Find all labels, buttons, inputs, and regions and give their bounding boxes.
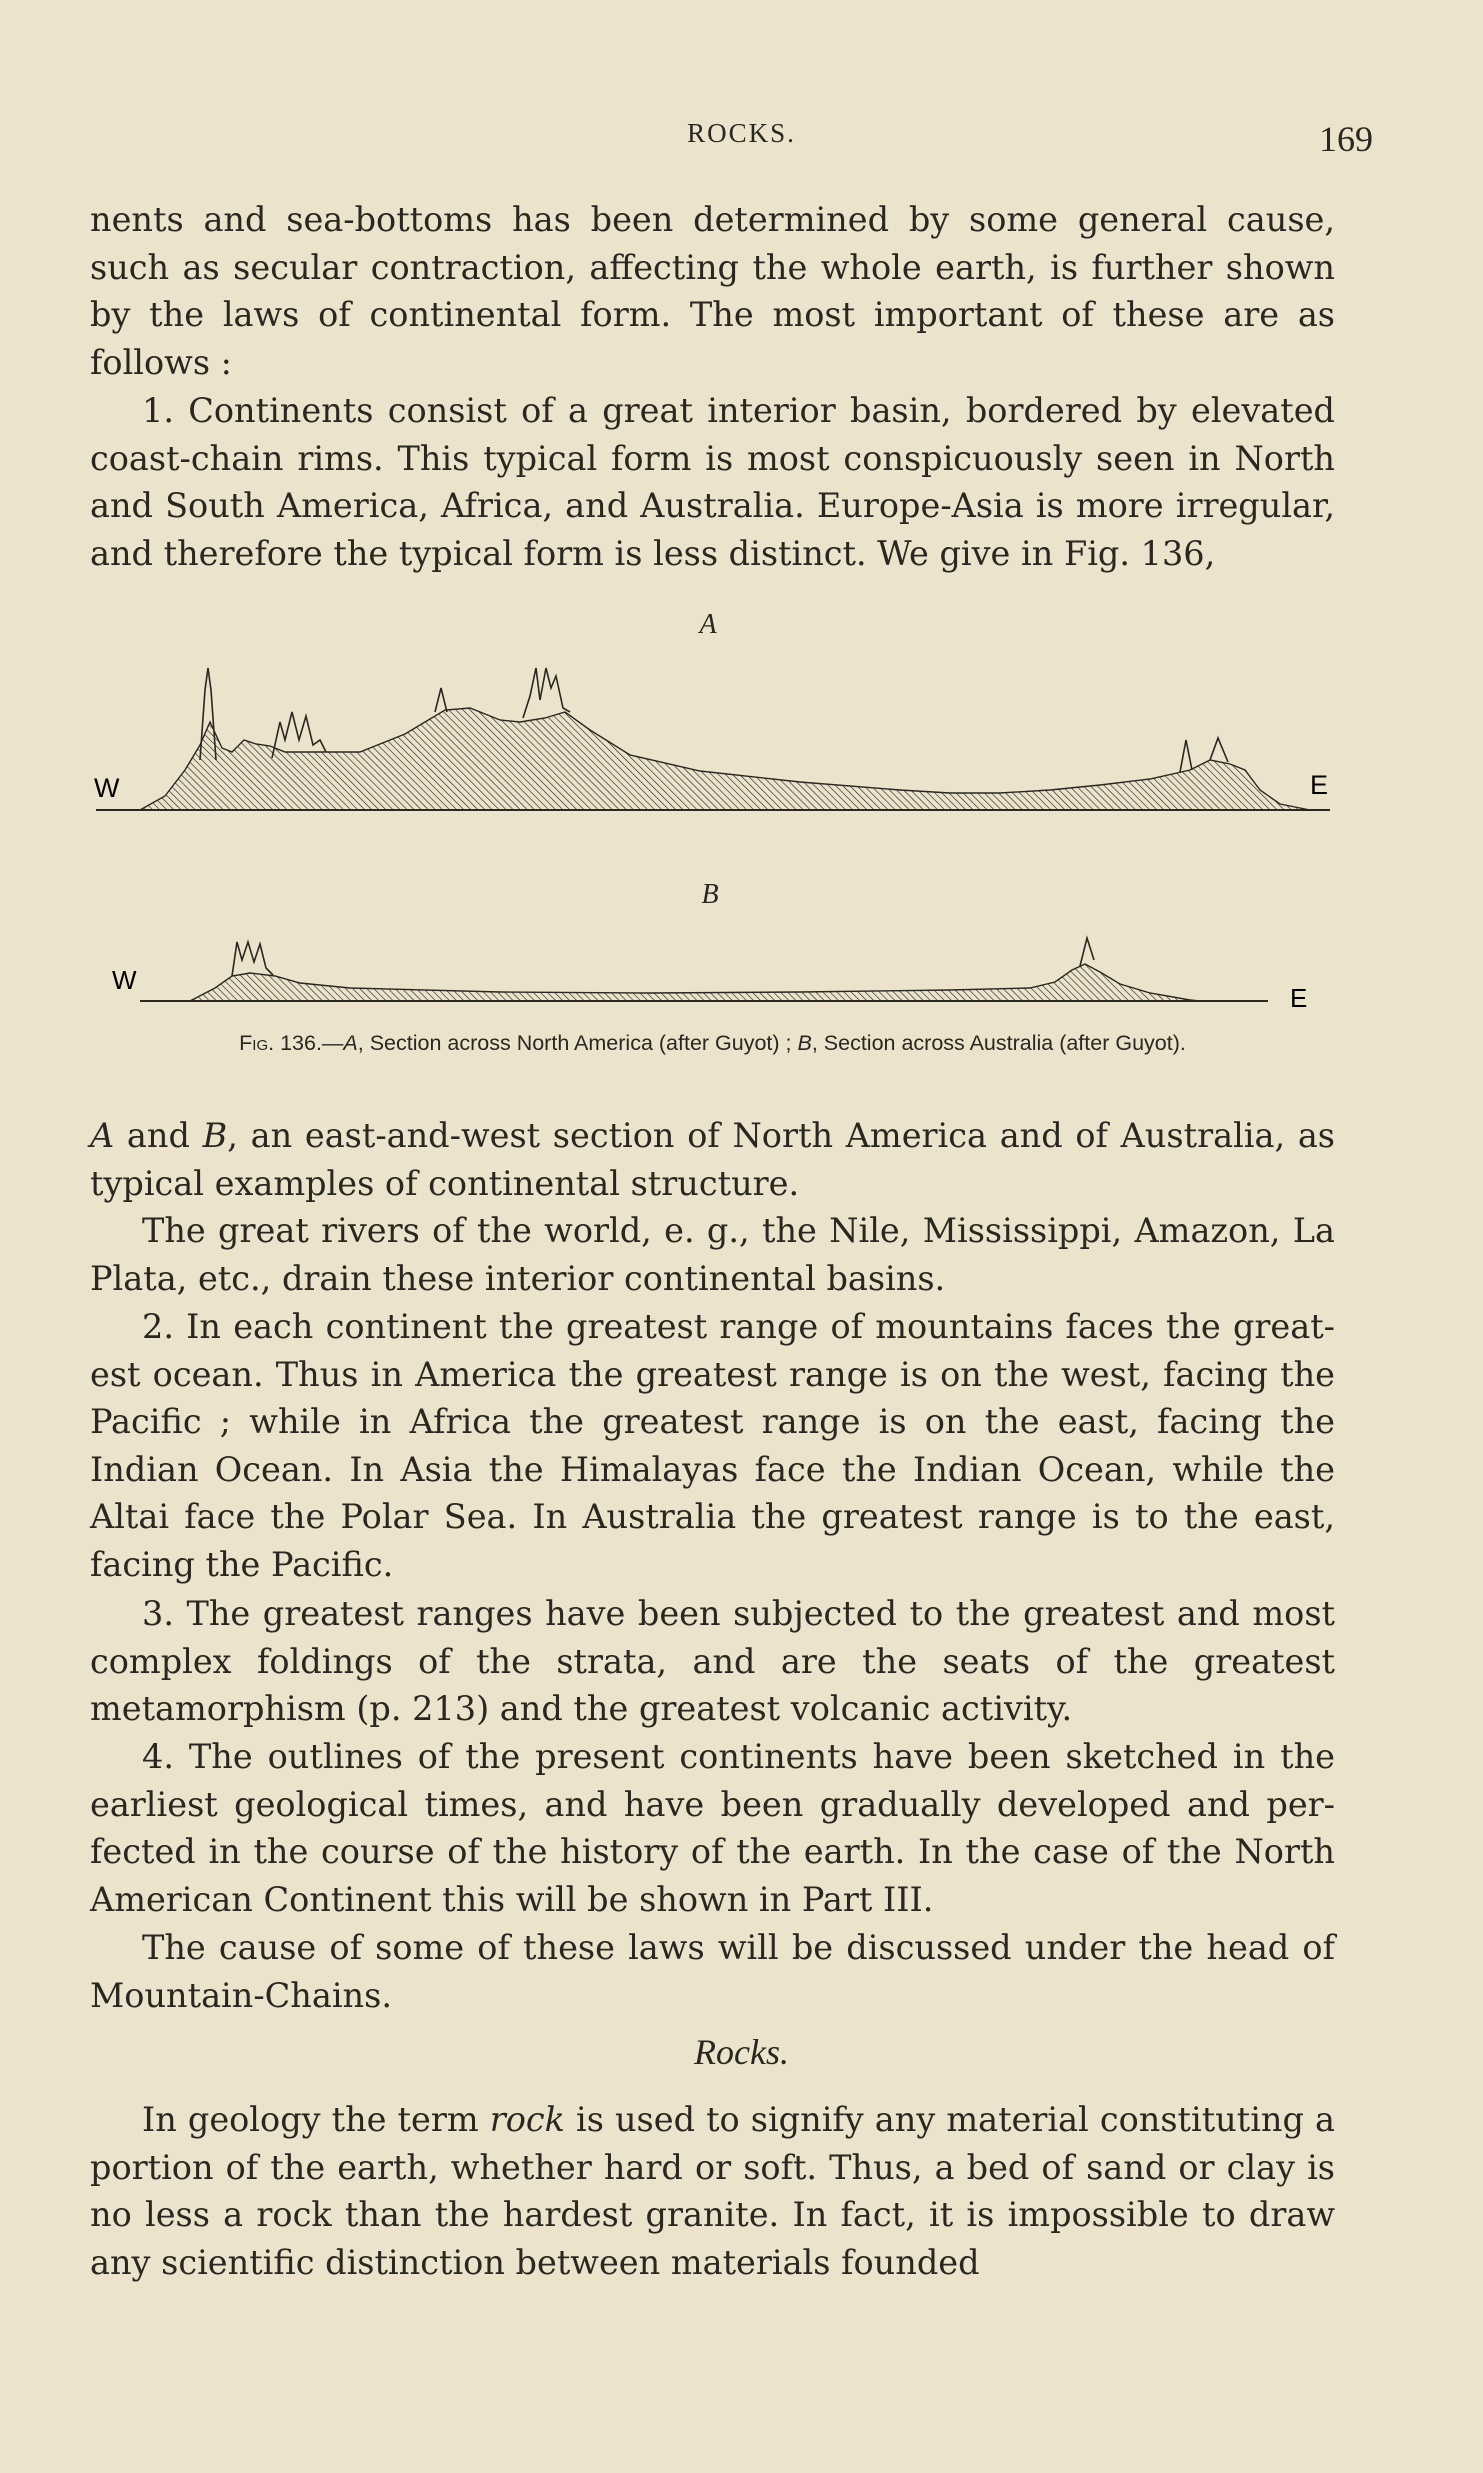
paragraph-laws-cause: The cause of some of these laws will be discussed under the head of Mountain-Chains. [90,1928,1335,2015]
paragraph-law-4: 4. The outlines of the present continents have been sketched in the earliest geological times, and have been gradually developed and perfected in the course of the history of the earth. In the case of the North American Continent this will be shown in Part III. [90,1737,1335,1919]
paragraph-rock-definition [90,2096,1335,2286]
rock-def-rest: is used to signify any material constituting a portion of the earth, whether hard or soft. Thus, a bed of sand or clay is no less a rock than the hardest granite. In fact, it is impossible to draw any scientific distinction between materials founded [90,2100,1335,2282]
page-number: 169 [1319,119,1373,159]
east-label-b: E [1290,983,1308,1013]
figure-caption [90,1031,1335,1056]
caption-section-b: , Section across Australia (after Guyot). [811,1031,1186,1055]
section-b-peaks [232,938,1094,976]
caption-letter-a: A [343,1031,358,1055]
caption-figure-number: Fig. 136. [239,1031,322,1055]
paragraph-law-3: 3. The greatest ranges have been subjected to the greatest and most complex foldings of the strata, and are the seats of the greatest metamorphism (p. 213) and the greatest volcanic activity. [90,1594,1335,1729]
ref-rest: , an east-and-west section of North America and of Australia, as typical examples of continental structure. [90,1116,1335,1203]
section-b-australia-profile [140,938,1268,1001]
west-label-b: W [112,965,137,995]
section-a-north-america-profile [96,668,1330,810]
caption-letter-b: B [797,1031,812,1055]
west-label-a: W [94,773,120,803]
figure-label-b: B [701,879,719,910]
section-heading-rocks: Rocks. [694,2032,789,2072]
paragraph-law-2: 2. In each continent the greatest range of mountains faces the greatest ocean. Thus in America the greatest range is on the west, facing the Pacific ; while in Africa the greatest range is on the east, facing the Indian Ocean. In Asia the Himalayas face the Indian Ocean, while the Altai face the Polar Sea. In Australia the greatest range is to the east, facing the Pacific. [90,1307,1335,1584]
paragraph-figure-reference [90,1112,1335,1207]
ref-letter-b: B [202,1116,228,1155]
running-head: ROCKS. [687,118,796,148]
section-b-landmass [190,964,1200,1001]
caption-section-a: , Section across North America (after Guyot) ; [357,1031,798,1055]
paragraph-rivers: The great rivers of the world, e. g., the Nile, Mississippi, Amazon, La Plata, etc., drain these interior continental basins. [90,1211,1335,1298]
ref-letter-a: A [90,1116,115,1155]
figure-136-profiles [0,0,1483,1060]
paragraph-law-1: 1. Continents consist of a great interior basin, bordered by elevated coast-chain rims. This typical form is most conspicuously seen in North and South America, Africa, and Australia. Europe-Asia is more irregular, and therefore the typical form is less distinct. We give in Fig. 136, [90,391,1335,573]
rock-term: rock [489,2100,565,2139]
paragraph-continuation: nents and sea-bottoms has been determined by some general cause, such as secular contraction, affecting the whole earth, is further shown by the laws of continental form. The most important of these are as follows : [90,200,1335,382]
ref-and: and [114,1116,203,1155]
caption-dash: — [321,1031,344,1055]
section-a-landmass [140,708,1310,810]
figure-label-a: A [699,609,717,640]
east-label-a: E [1310,770,1329,800]
rock-def-start: In geology the term [142,2100,490,2139]
